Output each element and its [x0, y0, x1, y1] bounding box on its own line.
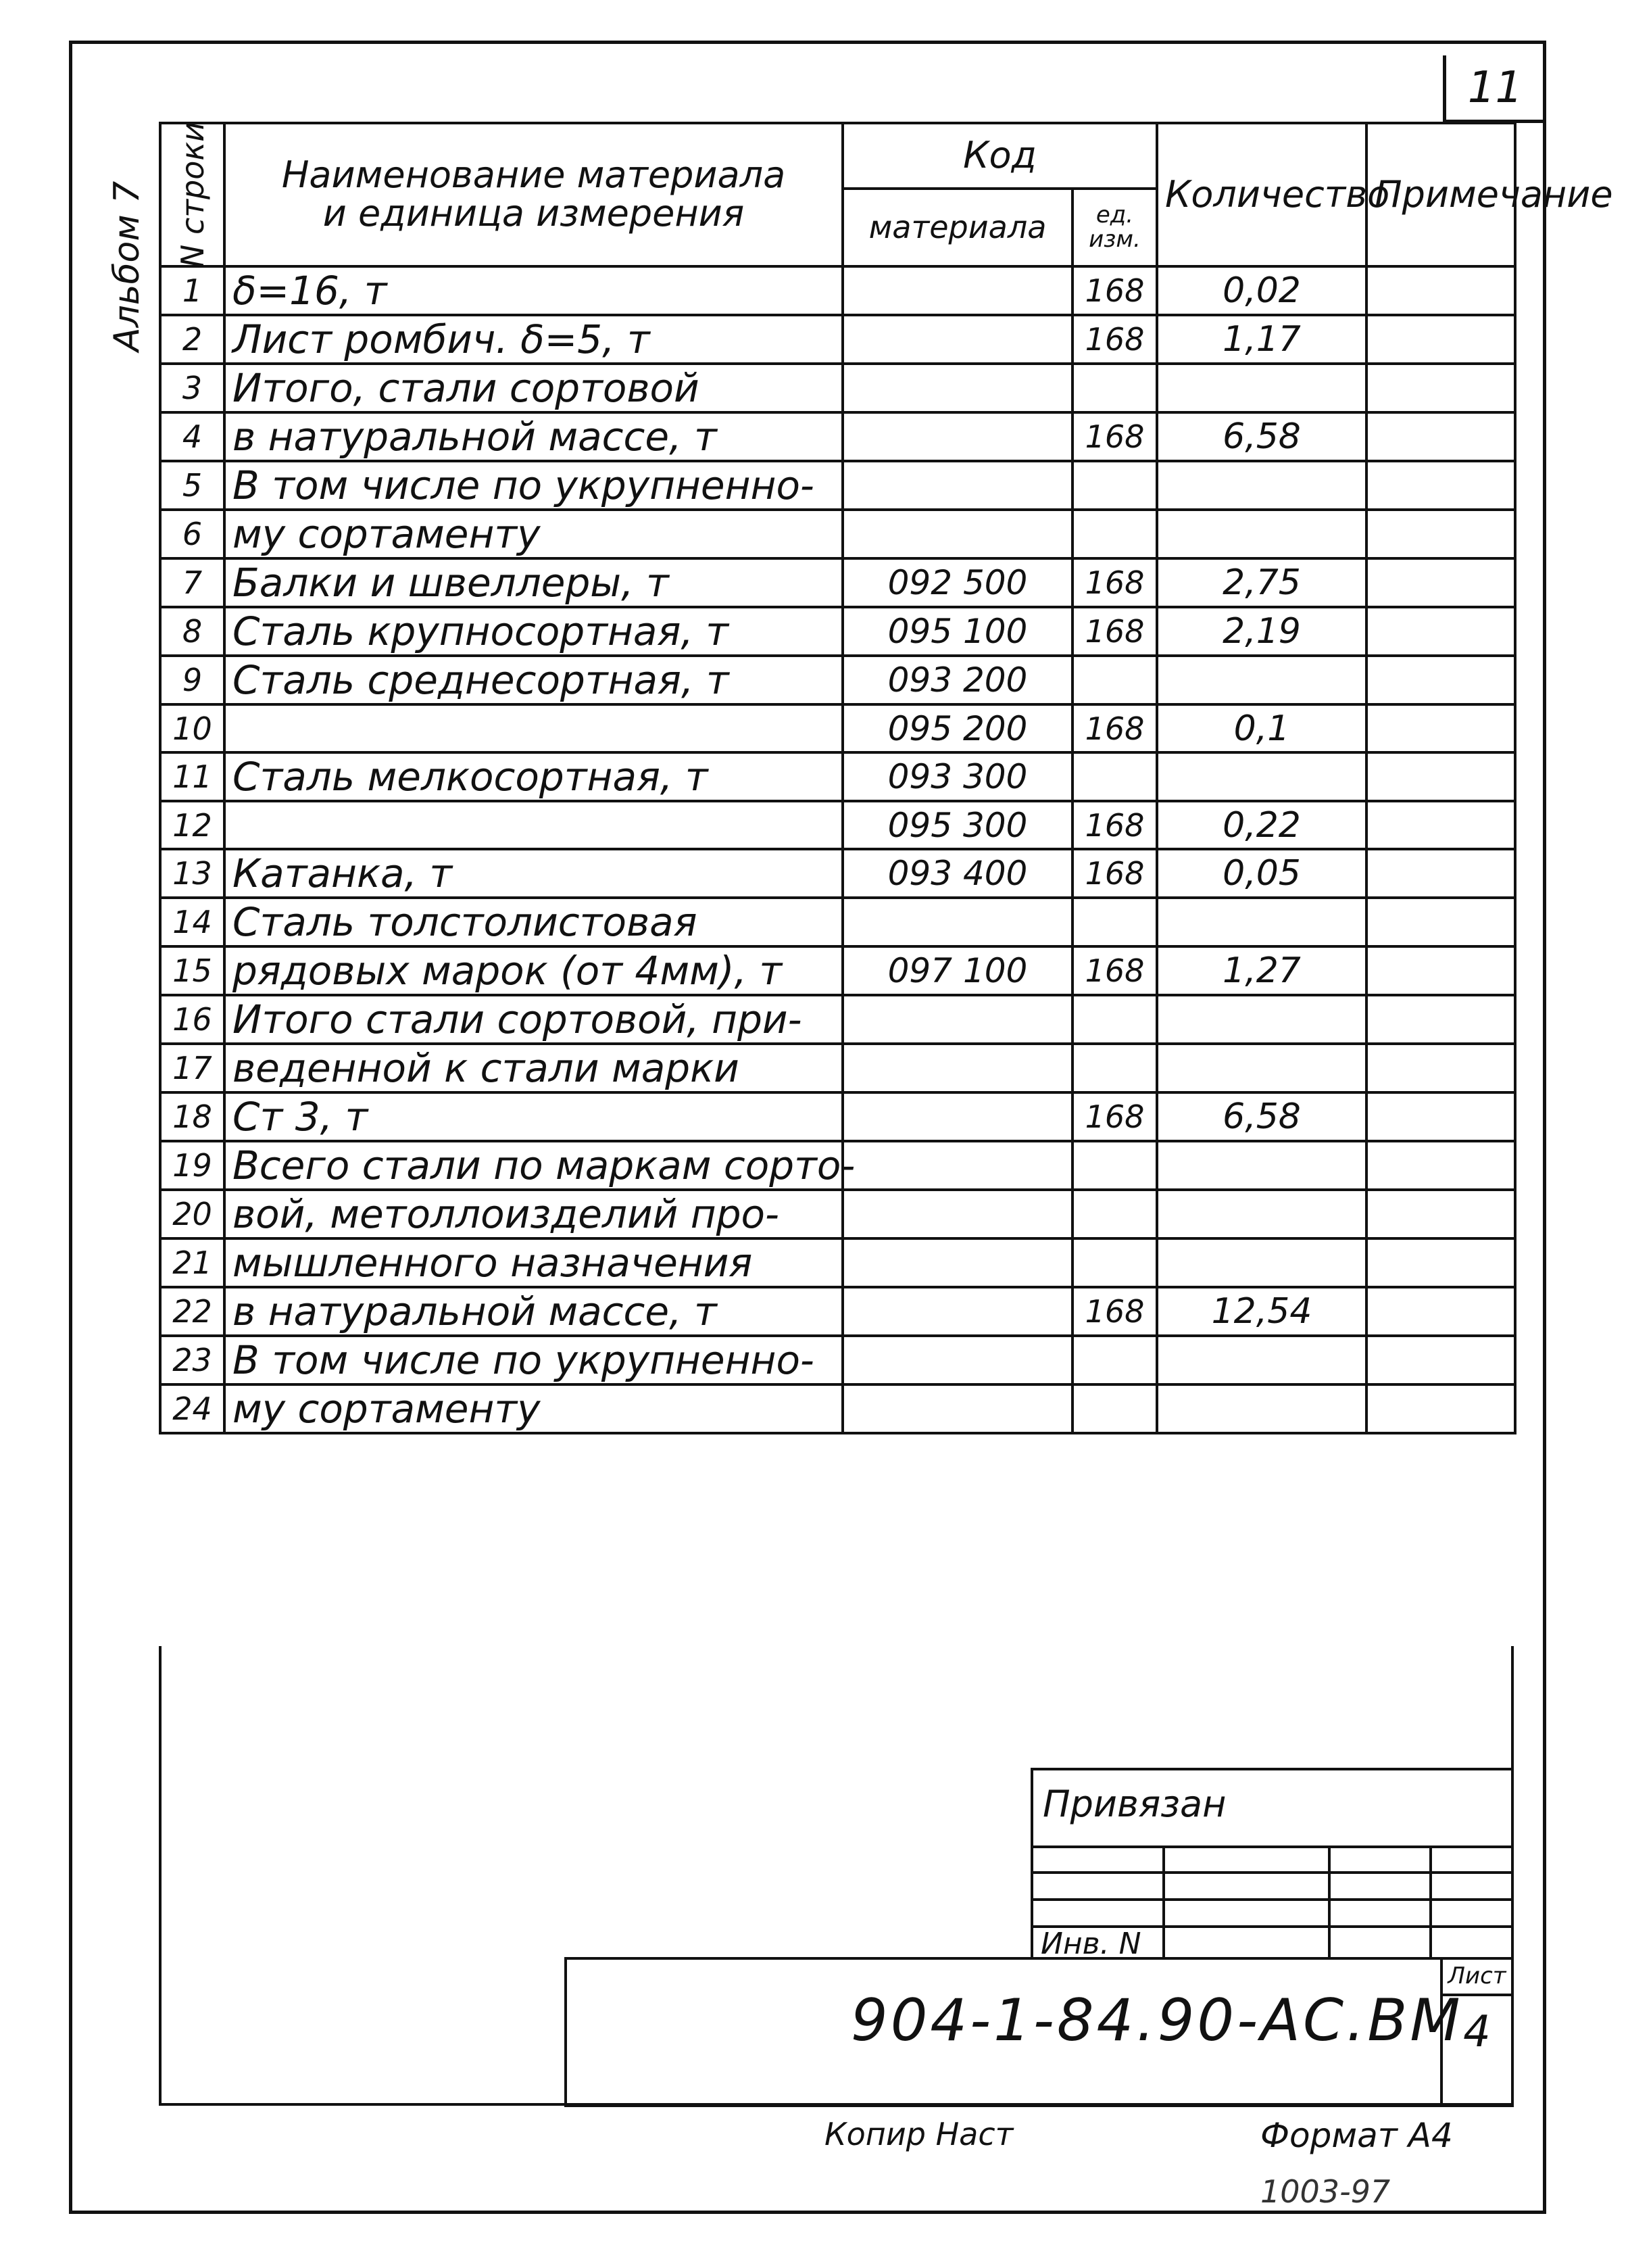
unit-code: 168 — [1072, 704, 1157, 752]
note — [1366, 461, 1515, 510]
material-name — [224, 801, 843, 849]
attach-divider — [1328, 1845, 1331, 1957]
quantity — [1157, 1190, 1366, 1238]
material-name: Сталь толстолистовая — [224, 898, 843, 946]
material-name: Сталь мелкосортная, т — [224, 752, 843, 801]
note — [1366, 315, 1515, 364]
unit-code — [1072, 1238, 1157, 1287]
table-row — [160, 656, 1515, 704]
attach-line — [1031, 1898, 1514, 1901]
table-row — [160, 1287, 1515, 1336]
material-name: в натуральной массе, т — [224, 1287, 843, 1336]
material-code: 095 200 — [843, 704, 1072, 752]
document-code: 904-1-84.90-АС.ВМ — [851, 1987, 1463, 2054]
table-row — [160, 266, 1515, 315]
quantity — [1157, 898, 1366, 946]
inventory-label: Инв. N — [1041, 1927, 1141, 1961]
table-row — [160, 946, 1515, 995]
table-row — [160, 849, 1515, 898]
header-code: Код — [843, 123, 1157, 189]
material-code — [843, 315, 1072, 364]
sheet-box — [1440, 1960, 1511, 2104]
row-number: 8 — [160, 607, 224, 656]
row-number: 5 — [160, 461, 224, 510]
material-name: Балки и швеллеры, т — [224, 558, 843, 607]
quantity — [1157, 1141, 1366, 1190]
material-name: Итого стали сортовой, при- — [224, 995, 843, 1044]
unit-code — [1072, 752, 1157, 801]
row-number: 24 — [160, 1384, 224, 1433]
note — [1366, 1287, 1515, 1336]
table-row — [160, 898, 1515, 946]
material-code — [843, 266, 1072, 315]
unit-code: 168 — [1072, 558, 1157, 607]
material-name: му сортаменту — [224, 1384, 843, 1433]
material-code: 097 100 — [843, 946, 1072, 995]
material-code: 092 500 — [843, 558, 1072, 607]
unit-code — [1072, 1190, 1157, 1238]
material-name: δ=16, т — [224, 266, 843, 315]
note — [1366, 607, 1515, 656]
sheet-corner-number: 11 — [1443, 55, 1544, 123]
table-row — [160, 1384, 1515, 1433]
row-number: 22 — [160, 1287, 224, 1336]
material-code — [843, 461, 1072, 510]
row-number: 3 — [160, 364, 224, 412]
note — [1366, 849, 1515, 898]
row-number: 13 — [160, 849, 224, 898]
unit-code: 168 — [1072, 1287, 1157, 1336]
quantity — [1157, 510, 1366, 558]
table-row — [160, 1141, 1515, 1190]
header-unit: ед. изм. — [1072, 189, 1157, 266]
row-number: 2 — [160, 315, 224, 364]
material-name: в натуральной массе, т — [224, 412, 843, 461]
note — [1366, 412, 1515, 461]
row-number: 14 — [160, 898, 224, 946]
note — [1366, 1141, 1515, 1190]
unit-code: 168 — [1072, 315, 1157, 364]
material-code — [843, 1044, 1072, 1092]
note — [1366, 995, 1515, 1044]
material-name: В том числе по укрупненно- — [224, 461, 843, 510]
material-name: веденной к стали марки — [224, 1044, 843, 1092]
material-name: Всего стали по маркам сорто- — [224, 1141, 843, 1190]
note — [1366, 946, 1515, 995]
attach-divider — [1162, 1845, 1165, 1957]
table-row — [160, 1092, 1515, 1141]
table-row — [160, 1238, 1515, 1287]
row-number: 21 — [160, 1238, 224, 1287]
attach-line — [1031, 1845, 1514, 1848]
material-name: Сталь крупносортная, т — [224, 607, 843, 656]
quantity — [1157, 752, 1366, 801]
attach-divider — [1429, 1845, 1432, 1957]
material-name: мышленного назначения — [224, 1238, 843, 1287]
unit-code: 168 — [1072, 1092, 1157, 1141]
header-material-code: материала — [843, 189, 1072, 266]
row-number: 9 — [160, 656, 224, 704]
note — [1366, 510, 1515, 558]
unit-code: 168 — [1072, 266, 1157, 315]
table-row — [160, 364, 1515, 412]
note — [1366, 1384, 1515, 1433]
quantity — [1157, 656, 1366, 704]
header-note: Примечание — [1366, 123, 1515, 266]
material-name: Сталь среднесортная, т — [224, 656, 843, 704]
note — [1366, 752, 1515, 801]
note — [1366, 704, 1515, 752]
table-row — [160, 752, 1515, 801]
unit-code — [1072, 1384, 1157, 1433]
unit-code: 168 — [1072, 801, 1157, 849]
table-row — [160, 558, 1515, 607]
unit-code — [1072, 1336, 1157, 1384]
row-number: 19 — [160, 1141, 224, 1190]
quantity: 2,75 — [1157, 558, 1366, 607]
material-name: Итого, стали сортовой — [224, 364, 843, 412]
table-row — [160, 461, 1515, 510]
note — [1366, 364, 1515, 412]
row-number: 23 — [160, 1336, 224, 1384]
row-number: 11 — [160, 752, 224, 801]
quantity: 1,17 — [1157, 315, 1366, 364]
title-block — [564, 1957, 1514, 2107]
quantity: 12,54 — [1157, 1287, 1366, 1336]
row-number: 10 — [160, 704, 224, 752]
note — [1366, 1190, 1515, 1238]
header-quantity: Количество — [1157, 123, 1366, 266]
material-name: вой, метоллоизделий про- — [224, 1190, 843, 1238]
unit-code: 168 — [1072, 849, 1157, 898]
paper-format: Формат А4 — [1260, 2116, 1453, 2155]
attached-label: Привязан — [1043, 1783, 1227, 1825]
table-row — [160, 315, 1515, 364]
quantity: 1,27 — [1157, 946, 1366, 995]
table-row — [160, 607, 1515, 656]
unit-code — [1072, 1141, 1157, 1190]
row-number: 6 — [160, 510, 224, 558]
note — [1366, 1044, 1515, 1092]
material-code: 093 400 — [843, 849, 1072, 898]
materials-table — [159, 121, 1613, 1434]
material-code: 093 300 — [843, 752, 1072, 801]
material-code — [843, 898, 1072, 946]
quantity: 0,05 — [1157, 849, 1366, 898]
note — [1366, 1092, 1515, 1141]
album-label: Альбом 7 — [107, 180, 147, 352]
material-code — [843, 1384, 1072, 1433]
row-number: 16 — [160, 995, 224, 1044]
row-number: 17 — [160, 1044, 224, 1092]
row-number: 4 — [160, 412, 224, 461]
row-number: 18 — [160, 1092, 224, 1141]
table-row — [160, 1190, 1515, 1238]
header-row-number: N строки — [160, 123, 224, 266]
material-name — [224, 704, 843, 752]
quantity — [1157, 1238, 1366, 1287]
material-code — [843, 1287, 1072, 1336]
quantity: 2,19 — [1157, 607, 1366, 656]
quantity — [1157, 1336, 1366, 1384]
header-material-name: Наименование материала и единица измерения — [224, 123, 843, 266]
note — [1366, 266, 1515, 315]
material-code — [843, 1190, 1072, 1238]
row-number: 12 — [160, 801, 224, 849]
material-code — [843, 364, 1072, 412]
table-row — [160, 704, 1515, 752]
note — [1366, 801, 1515, 849]
material-name: Лист ромбич. δ=5, т — [224, 315, 843, 364]
quantity — [1157, 461, 1366, 510]
unit-code — [1072, 898, 1157, 946]
note — [1366, 558, 1515, 607]
material-code — [843, 1092, 1072, 1141]
unit-code — [1072, 364, 1157, 412]
material-code — [843, 412, 1072, 461]
material-code — [843, 1141, 1072, 1190]
sheet-number: 4 — [1463, 2007, 1491, 2057]
row-number: 1 — [160, 266, 224, 315]
quantity — [1157, 1044, 1366, 1092]
material-code: 095 300 — [843, 801, 1072, 849]
unit-code: 168 — [1072, 946, 1157, 995]
material-name: рядовых марок (от 4мм), т — [224, 946, 843, 995]
row-number: 15 — [160, 946, 224, 995]
unit-code — [1072, 995, 1157, 1044]
unit-code: 168 — [1072, 412, 1157, 461]
material-name: Катанка, т — [224, 849, 843, 898]
unit-code: 168 — [1072, 607, 1157, 656]
table-row — [160, 510, 1515, 558]
table-row — [160, 995, 1515, 1044]
copied-by: Копир Наст — [824, 2116, 1014, 2152]
unit-code — [1072, 656, 1157, 704]
note — [1366, 898, 1515, 946]
quantity: 0,22 — [1157, 801, 1366, 849]
row-number: 7 — [160, 558, 224, 607]
unit-code — [1072, 461, 1157, 510]
quantity: 6,58 — [1157, 1092, 1366, 1141]
material-name: Ст 3, т — [224, 1092, 843, 1141]
material-code: 095 100 — [843, 607, 1072, 656]
note — [1366, 1238, 1515, 1287]
row-number: 20 — [160, 1190, 224, 1238]
material-name: му сортаменту — [224, 510, 843, 558]
unit-code — [1072, 1044, 1157, 1092]
material-code — [843, 510, 1072, 558]
material-name: В том числе по укрупненно- — [224, 1336, 843, 1384]
quantity — [1157, 364, 1366, 412]
table-row — [160, 1336, 1515, 1384]
quantity: 0,1 — [1157, 704, 1366, 752]
sheet-label: Лист — [1443, 1962, 1511, 1996]
quantity: 0,02 — [1157, 266, 1366, 315]
material-code — [843, 1336, 1072, 1384]
material-code — [843, 1238, 1072, 1287]
table-row — [160, 412, 1515, 461]
table-row — [160, 1044, 1515, 1092]
note — [1366, 656, 1515, 704]
unit-code — [1072, 510, 1157, 558]
attach-line — [1031, 1871, 1514, 1874]
material-code: 093 200 — [843, 656, 1072, 704]
quantity — [1157, 995, 1366, 1044]
quantity — [1157, 1384, 1366, 1433]
archive-number: 1003-97 — [1260, 2173, 1391, 2210]
material-code — [843, 995, 1072, 1044]
quantity: 6,58 — [1157, 412, 1366, 461]
table-row — [160, 801, 1515, 849]
note — [1366, 1336, 1515, 1384]
